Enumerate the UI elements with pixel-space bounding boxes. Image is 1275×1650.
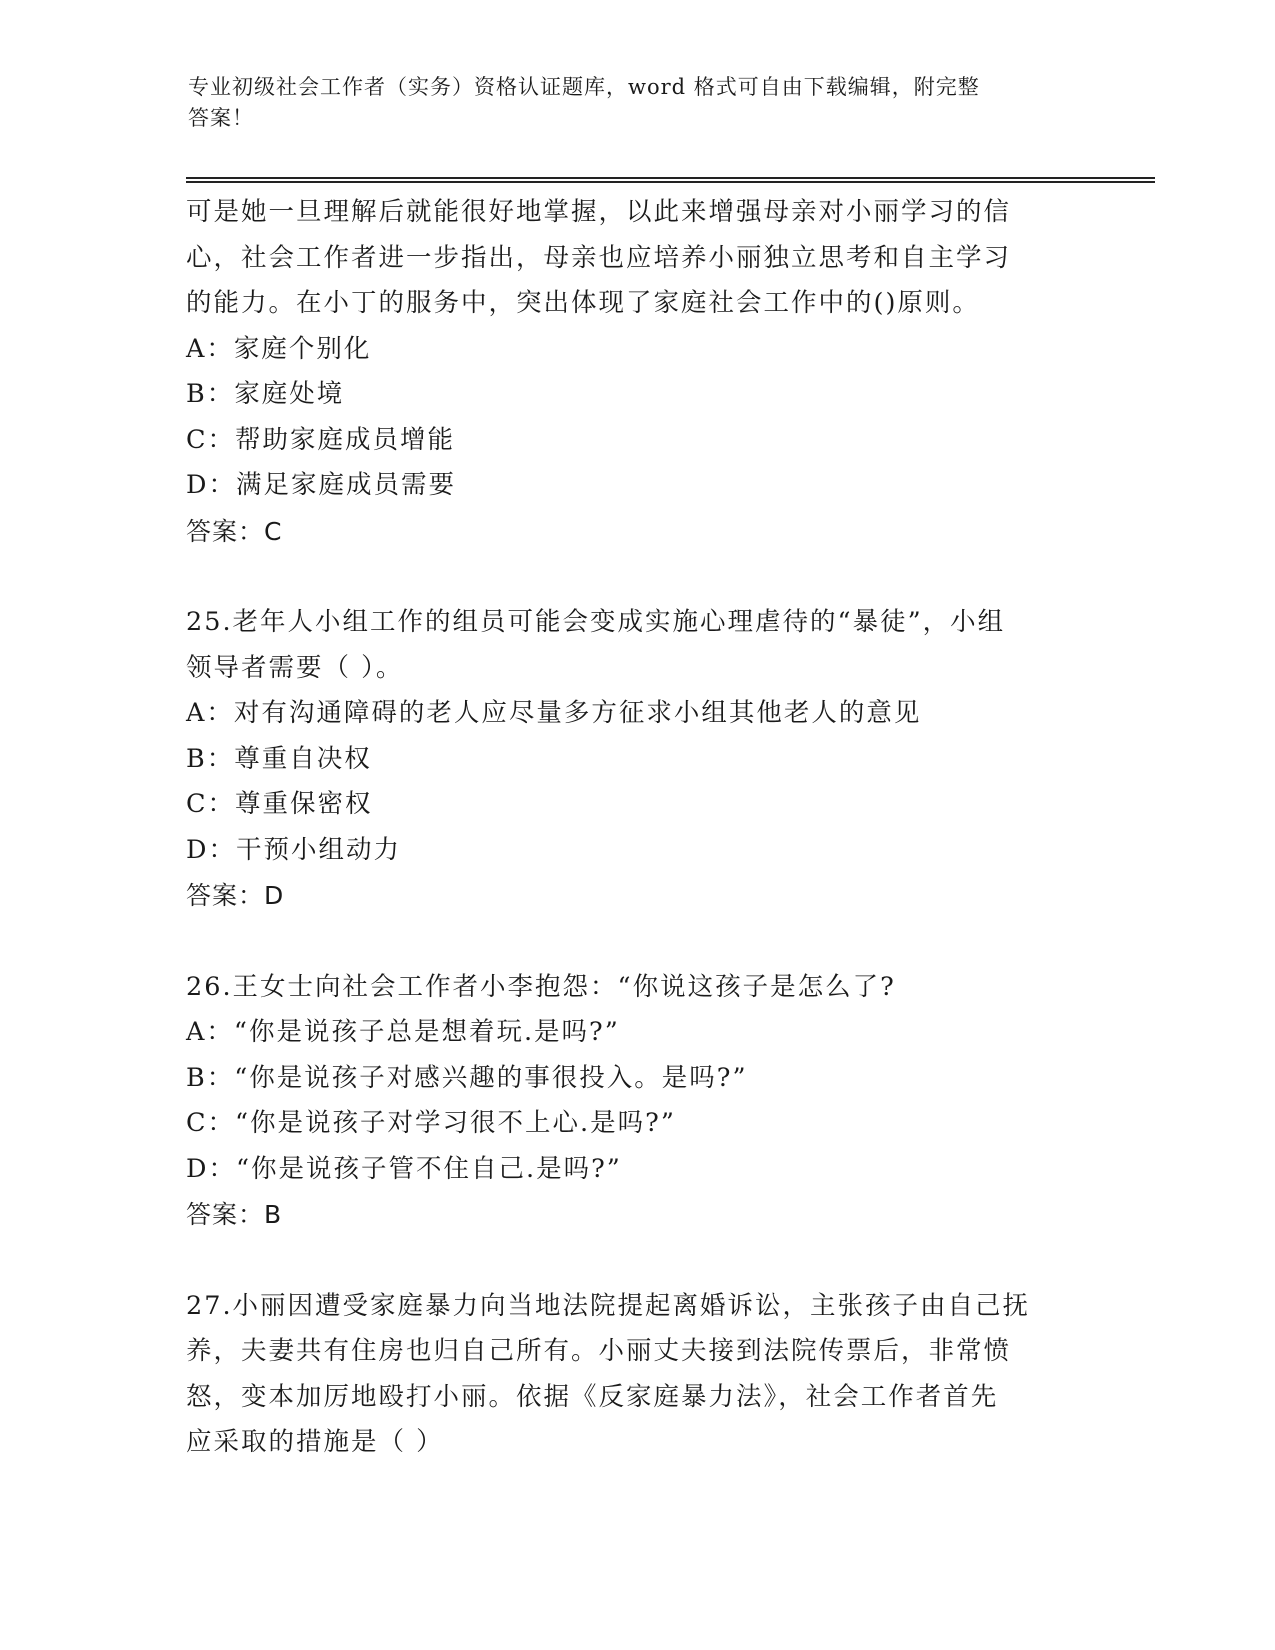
option-c: C：尊重保密权 — [186, 789, 373, 819]
header-line-2: 答案！ — [188, 106, 254, 130]
header-line-1: 专业初级社会工作者（实务）资格认证题库，word 格式可自由下载编辑，附完整 — [188, 75, 980, 99]
option-c: C：帮助家庭成员增能 — [186, 424, 456, 455]
spacer — [186, 919, 1086, 965]
spacer — [186, 554, 1086, 600]
question-text-line: 怒，变本加厉地殴打小丽。依据《反家庭暴力法》，社会工作者首先 — [186, 1381, 999, 1412]
option-d: D：满足家庭成员需要 — [186, 470, 456, 500]
option-a: A：“你是说孩子总是想着玩.是吗?” — [186, 1017, 620, 1047]
option-d: D：干预小组动力 — [186, 834, 401, 865]
question-text-line: 应采取的措施是（ ） — [186, 1427, 444, 1457]
answer-key: 答案：C — [186, 516, 283, 546]
answer-key: 答案：D — [186, 881, 285, 910]
document-body — [186, 190, 1086, 1466]
question-text-line: 25.老年人小组工作的组员可能会变成实施心理虐待的“暴徒”，小组 — [186, 607, 1006, 637]
question-text-line: 27.小丽因遭受家庭暴力向当地法院提起离婚诉讼，主张孩子由自己抚 — [186, 1290, 1031, 1321]
option-d: D：“你是说孩子管不住自己.是吗?” — [186, 1153, 622, 1184]
question-27 — [186, 1284, 1086, 1466]
document-header — [188, 72, 1068, 134]
question-26 — [186, 965, 1086, 1238]
question-text-line: 的能力。在小丁的服务中，突出体现了家庭社会工作中的()原则。 — [186, 288, 980, 318]
answer-key: 答案：B — [186, 1200, 283, 1229]
option-b: B：尊重自决权 — [186, 743, 372, 774]
option-c: C：“你是说孩子对学习很不上心.是吗?” — [186, 1108, 676, 1138]
question-text-line: 领导者需要（ ）。 — [186, 652, 404, 683]
spacer — [186, 1238, 1086, 1284]
option-b: B：家庭处境 — [186, 379, 345, 409]
header-divider-top — [186, 177, 1155, 179]
header-divider-bottom — [186, 181, 1155, 183]
option-a: A：家庭个别化 — [186, 333, 372, 364]
question-text-line: 可是她一旦理解后就能很好地掌握，以此来增强母亲对小丽学习的信 — [186, 197, 1012, 227]
question-24 — [186, 190, 1086, 554]
question-text-line: 养，夫妻共有住房也归自己所有。小丽丈夫接到法院传票后，非常愤 — [186, 1336, 1012, 1366]
option-b: B：“你是说孩子对感兴趣的事很投入。是吗?” — [186, 1062, 748, 1093]
question-text-line: 26.王女士向社会工作者小李抱怨：“你说这孩子是怎么了? — [186, 971, 896, 1002]
question-text-line: 心，社会工作者进一步指出，母亲也应培养小丽独立思考和自主学习 — [186, 242, 1012, 273]
question-25 — [186, 600, 1086, 919]
option-a: A：对有沟通障碍的老人应尽量多方征求小组其他老人的意见 — [186, 698, 922, 728]
